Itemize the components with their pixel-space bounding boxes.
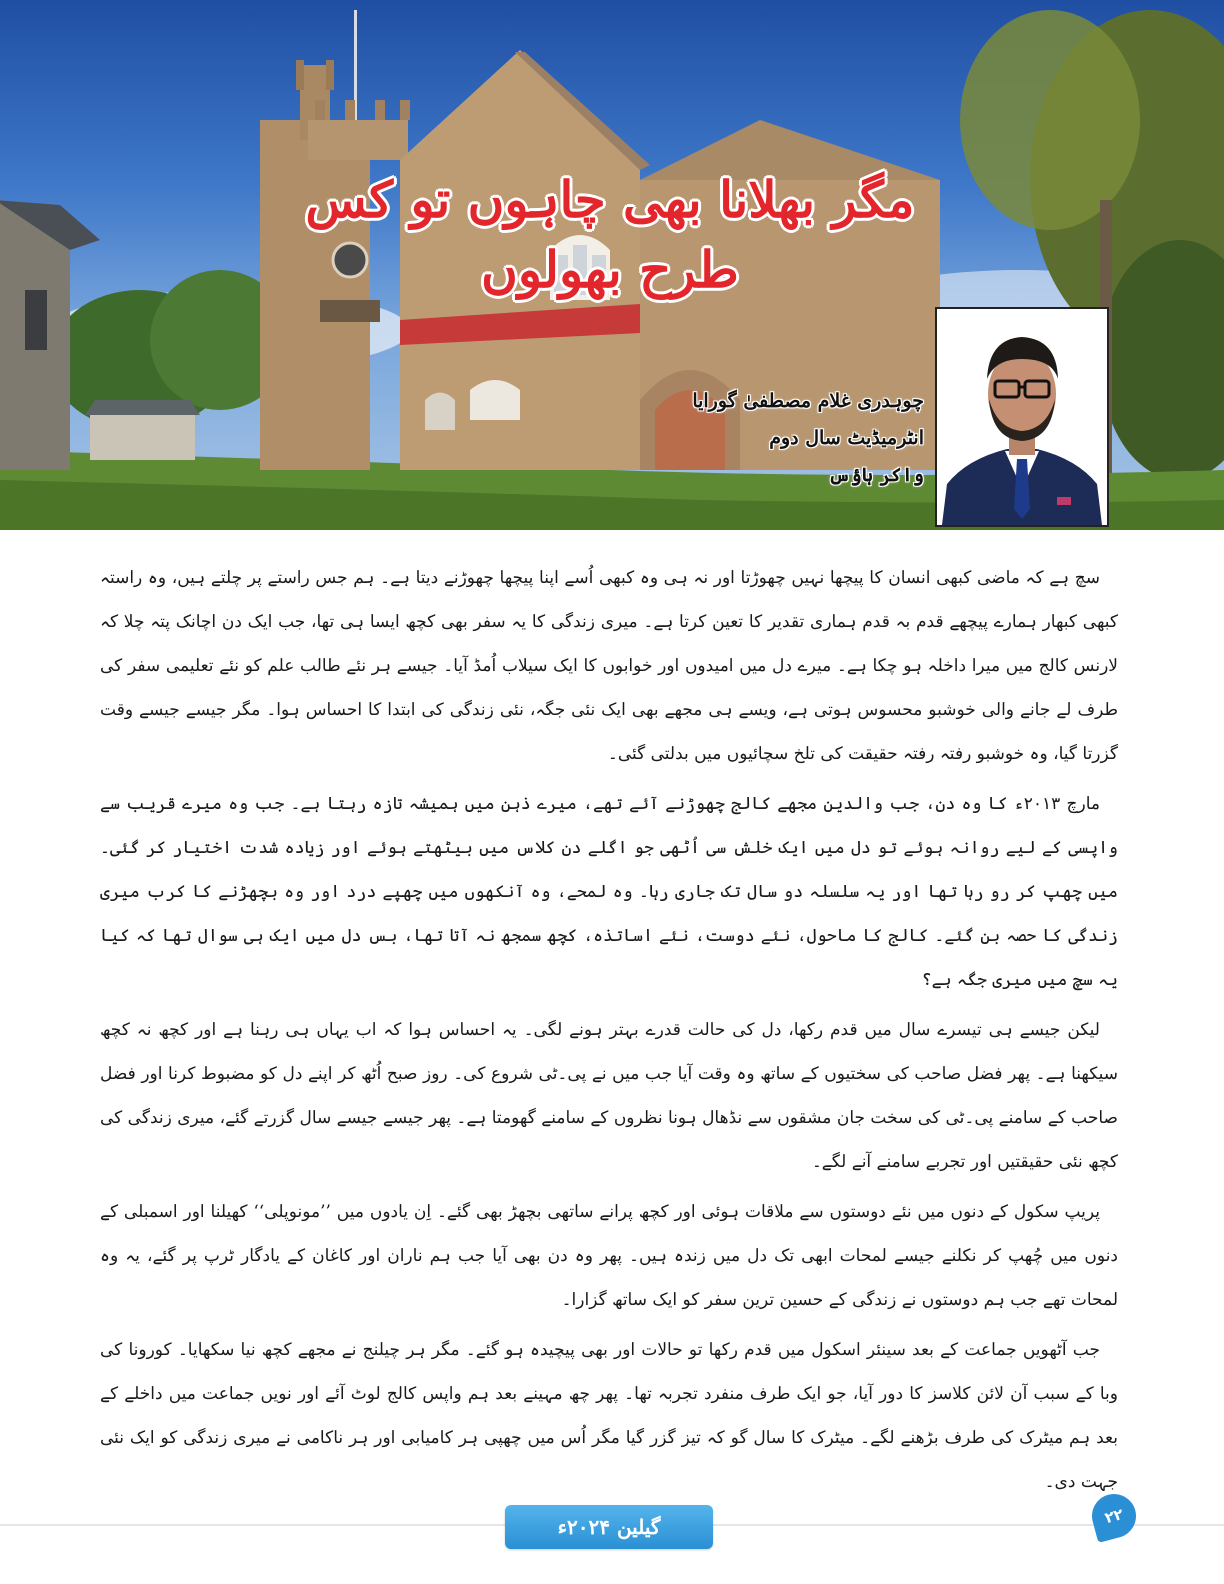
author-byline — [664, 383, 924, 494]
article-title: مگر بھلانا بھی چاہوں تو کس طرح بھولوں — [305, 170, 915, 299]
paragraph: جب آٹھویں جماعت کے بعد سینئر اسکول میں قدم رکھا تو حالات اور بھی پیچیدہ ہو گئے۔ مگر ہر چیلنج نے مجھے کچھ نیا سکھایا۔ کورونا کی وبا کے سبب آن لائن کلاسز کا دور آیا، جو ایک طرف منفرد تجربہ تھا۔ پھر چھ مہینے بعد ہم واپس کالج لوٹ آئے اور نویں جماعت میں داخلے کے بعد ہم میٹرک کی طرف بڑھنے لگے۔ میٹرک کا سال گو کہ تیز گزر گیا مگر اُس میں چھپی ہر کامیابی اور ہر ناکامی نے میری زندگی کو ایک نئی جہت دی۔ — [100, 1340, 1118, 1492]
paragraph: لیکن جیسے ہی تیسرے سال میں قدم رکھا، دل کی حالت قدرے بہتر ہونے لگی۔ یہ احساس ہوا کہ اب یہاں ہی رہنا ہے اور کچھ نہ کچھ سیکھنا ہے۔ پھر فضل صاحب کی سختیوں کے ساتھ وہ وقت آیا جب میں نے پی۔ٹی شروع کی۔ روز صبح اُٹھ کر اپنے دل کو مضبوط کرنا اور فضل صاحب کے سامنے پی۔ٹی کی سخت جان مشقوں سے نڈھال ہونا نظروں کے سامنے گھومتا ہے۔ پھر جیسے جیسے سال گزرتے گئے، میری زندگی کی کچھ نئی حقیقتیں اور تجربے سامنے آنے لگے۔ — [100, 1020, 1118, 1172]
magazine-name: گیلین ۲۰۲۴ء — [557, 1515, 661, 1539]
paragraph: سچ ہے کہ ماضی کبھی انسان کا پیچھا نہیں چھوڑتا اور نہ ہی وہ کبھی اُسے اپنا پیچھا چھوڑنے دیتا ہے۔ ہم جس راستے پر چلتے ہیں، وہ راستہ کبھی کبھار ہمارے پیچھے قدم بہ قدم ہماری تقدیر کا تعین کرتا ہے۔ میری زندگی کا یہ سفر بھی کچھ ایسا ہی تھا، جب ایک دن اچانک پتہ چلا کہ لارنس کالج میں میرا داخلہ ہو چکا ہے۔ میرے دل میں امیدوں اور خوابوں کا ایک سیلاب اُمڈ آیا۔ جیسے ہر نئے طالب علم کو نئے تعلیمی سفر کی طرف لے جانے والی خوشبو محسوس ہوتی ہے، ویسے ہی مجھے بھی ایک نئی جگہ، نئی زندگی کی ابتدا کا احساس ہوا۔ مگر جیسے جیسے وقت گزرتا گیا، وہ خوشبو رفتہ رفتہ حقیقت کی تلخ سچائیوں میں بدلتی گئی۔ — [100, 568, 1118, 764]
header-photo — [0, 0, 1224, 530]
author-portrait — [935, 307, 1109, 527]
magazine-name-badge — [505, 1505, 713, 1549]
author-house: واکر ہاؤس — [828, 464, 924, 486]
page-number: ۲۲ — [1102, 1504, 1126, 1528]
author-class: انٹرمیڈیٹ سال دوم — [769, 427, 924, 449]
article-body — [100, 556, 1118, 1510]
paragraph: پریپ سکول کے دنوں میں نئے دوستوں سے ملاقات ہوئی اور کچھ پرانے ساتھی بچھڑ بھی گئے۔ اِن یادوں میں ’’مونوپلی‘‘ کھیلنا اور اسمبلی کے دنوں میں چُھپ کر نکلنے جیسے لمحات ابھی تک دل میں زندہ ہیں۔ پھر وہ دن بھی آیا جب ہم ناران اور کاغان کے یادگار ٹرپ پر گئے، یہ وہ لمحات تھے جب ہم دوستوں نے زندگی کے حسین ترین سفر کو ایک ساتھ گزارا۔ — [100, 1202, 1118, 1310]
paragraph: مارچ ۲۰۱۳ء کا وہ دن، جب والدین مجھے کالج چھوڑنے آئے تھے، میرے ذہن میں ہمیشہ تازہ رہتا ہے۔ جب وہ میرے قریب سے واپسی کے لیے روانہ ہوئے تو دل میں ایک خلش سی اُٹھی جو اگلے دن کلاس میں بیٹھتے ہوئے اور زیادہ شدت اختیار کر گئی۔ میں چھپ کر رو رہا تھا اور یہ سلسلہ دو سال تک جاری رہا۔ وہ لمحے، وہ آنکھوں میں چھپے درد اور وہ بچھڑنے کا کرب میری زندگی کا حصہ بن گئے۔ کالج کا ماحول، نئے دوست، نئے اساتذہ، کچھ سمجھ نہ آتا تھا، بس دل میں ایک ہی سوال تھا کہ کیا یہ سچ میں میری جگہ ہے؟ — [100, 794, 1118, 990]
portrait-illustration — [937, 309, 1107, 525]
author-name: چوہدری غلام مصطفیٰ گورایا — [692, 390, 924, 412]
